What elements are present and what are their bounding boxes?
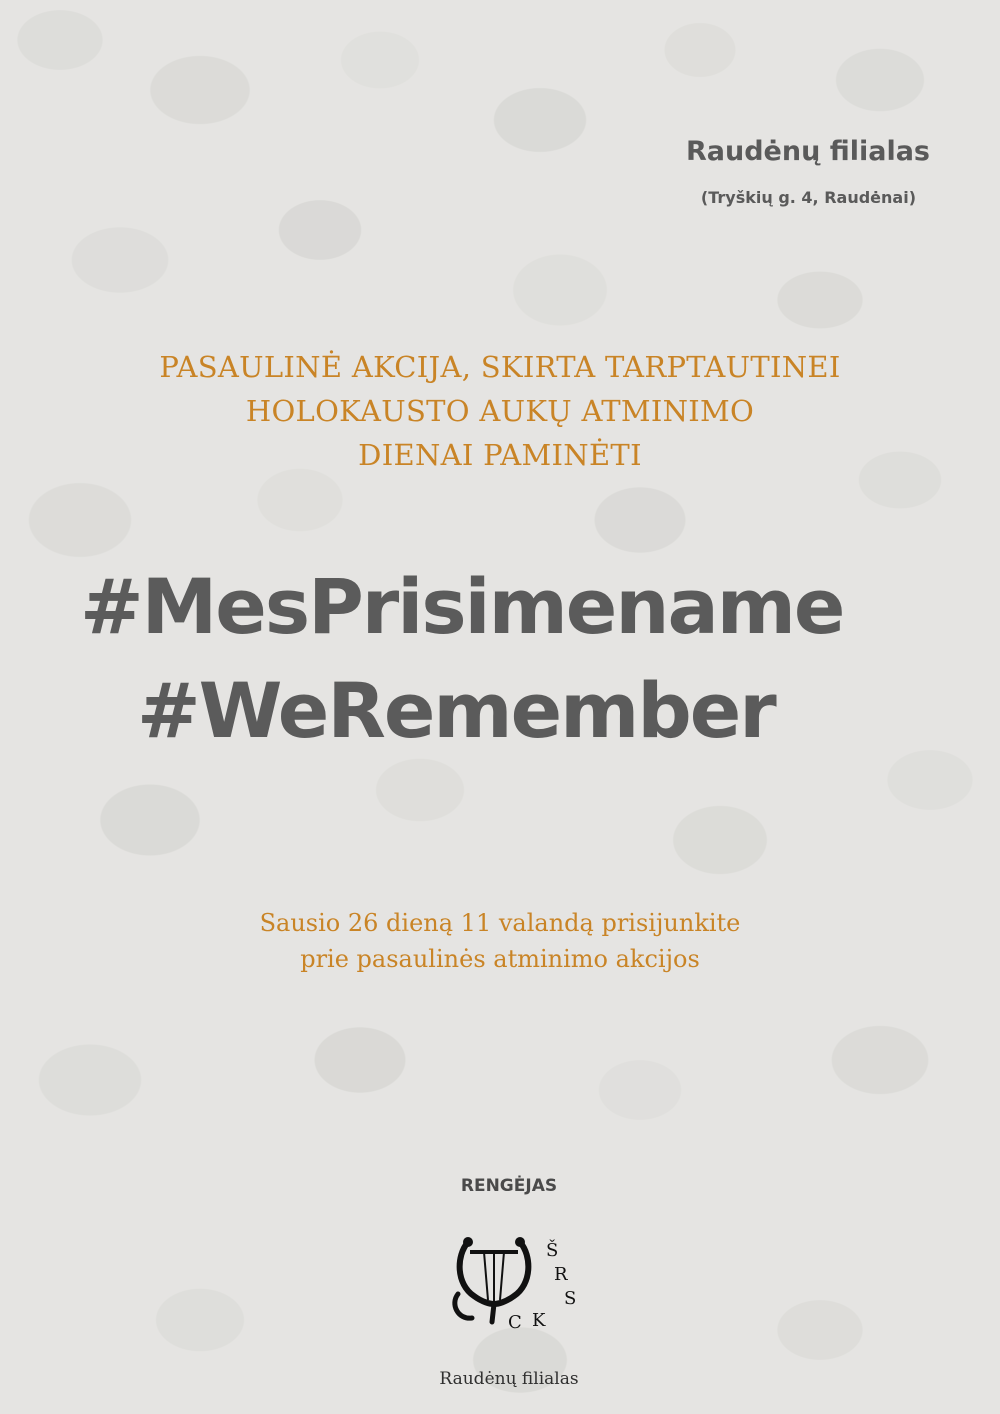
logo-caption: Raudėnų filialas xyxy=(439,1369,579,1389)
branch-title: Raudėnų filialas xyxy=(685,136,930,167)
hashtag-weremember: #WeRemember xyxy=(137,666,775,755)
hashtag-mesprisimename: #MesPrisimename xyxy=(80,562,844,651)
logo-letter: C xyxy=(508,1312,522,1330)
organizer-label: RENGĖJAS xyxy=(460,1176,558,1196)
srsk-lyre-logo xyxy=(448,1234,588,1330)
branch-address: (Tryškių g. 4, Raudėnai) xyxy=(700,188,916,207)
hashtags xyxy=(80,555,843,763)
headline-line: PASAULINĖ AKCIJA, SKIRTA TARPTAUTINEI xyxy=(159,350,841,384)
logo-letter: R xyxy=(554,1264,568,1285)
headline-line: DIENAI PAMINĖTI xyxy=(358,438,642,472)
headline-line: HOLOKAUSTO AUKŲ ATMINIMO xyxy=(245,394,755,428)
headline xyxy=(0,345,1000,477)
logo-letter: K xyxy=(532,1310,546,1330)
logo-letter: Š xyxy=(546,1240,559,1261)
invite-line: Sausio 26 dieną 11 valandą prisijunkite xyxy=(259,909,741,937)
logo-letter: S xyxy=(564,1288,577,1309)
invitation-text xyxy=(0,905,1000,977)
invite-line: prie pasaulinės atminimo akcijos xyxy=(300,945,700,973)
